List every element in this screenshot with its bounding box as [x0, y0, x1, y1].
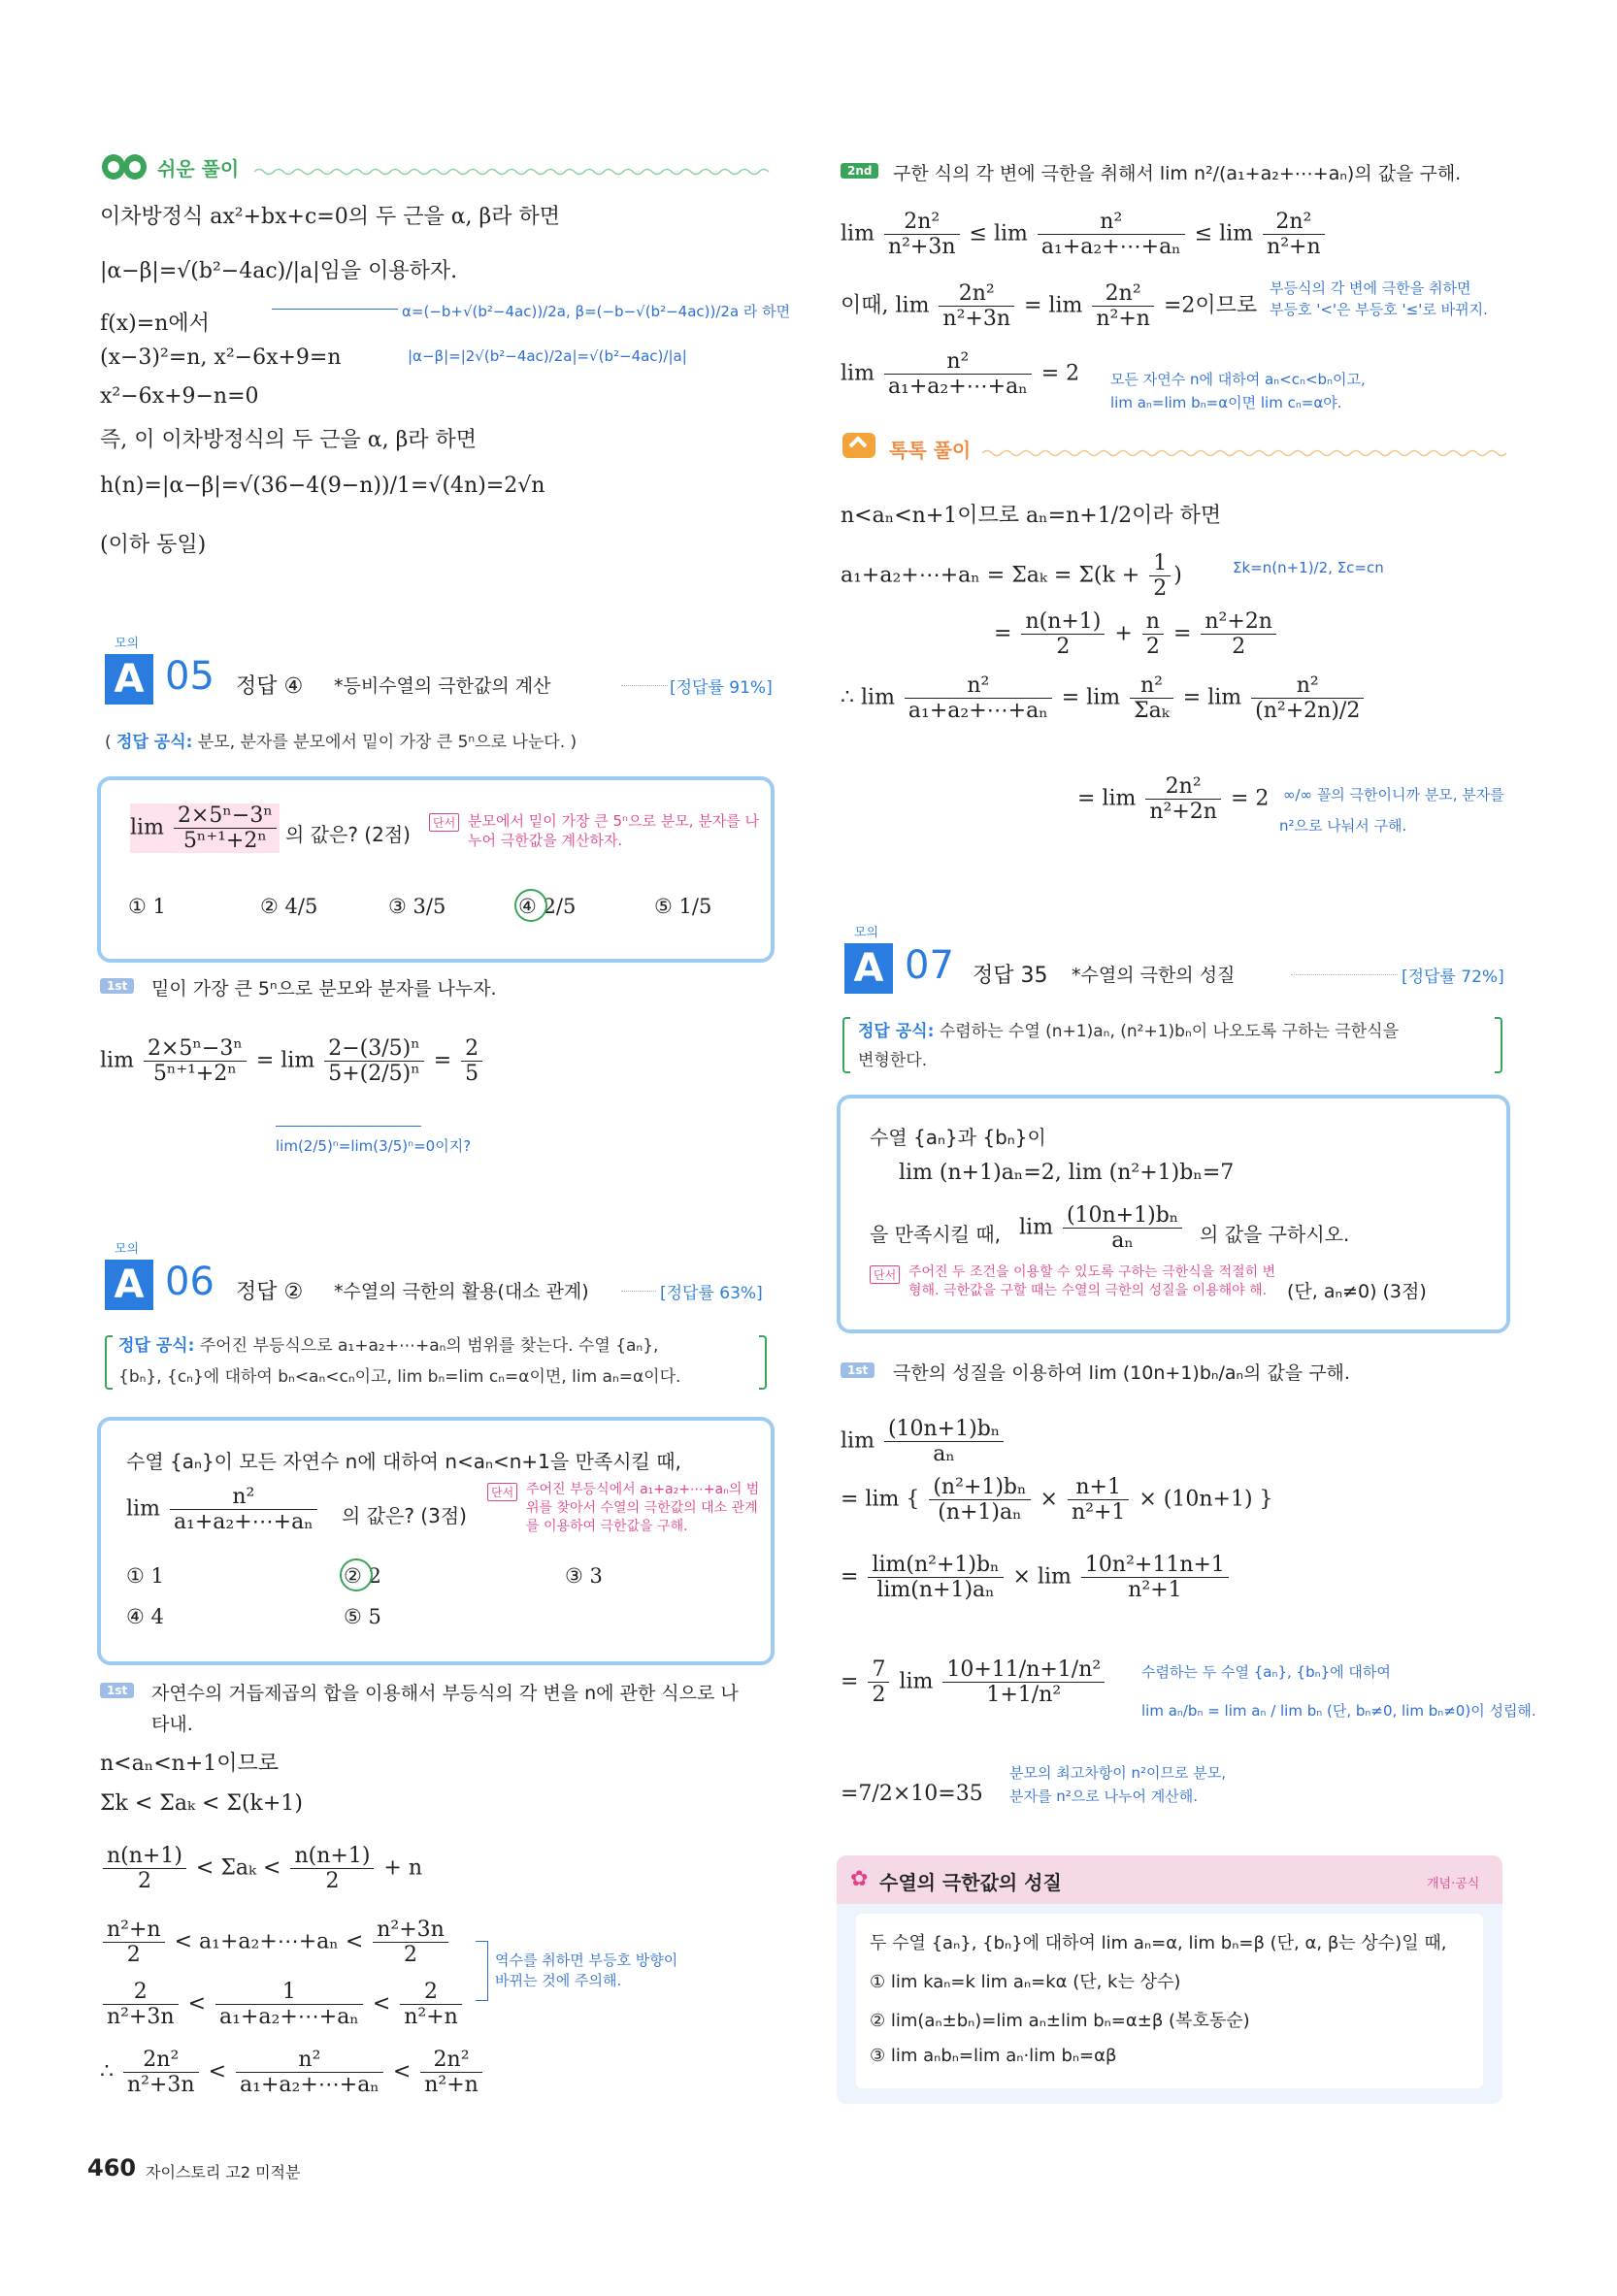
easy-line-5: x²−6x+9−n=0 [100, 384, 259, 409]
q06-sol-line-4: $\frac{\text{n²+n}}{2}$ < a₁+a₂+⋯+aₙ < $\frac{\text{n²+3n}}{2}$ [100, 1918, 451, 1967]
q05-solution: lim $\frac{\text{2×5ⁿ−3ⁿ}}{\text{5ⁿ⁺¹+2ⁿ}}$ = lim $\frac{\text{2−(3/5)ⁿ}}{\text{5+(2/5)ⁿ}}$ = $\frac{2}{5}$ [100, 1036, 485, 1086]
q07-sol-line-2: = lim { $\frac{\text{(n²+1)bₙ}}{\text{(n+1)aₙ}}$ × $\frac{n+1}{\text{n²+1}}$ × (10n+1) } [841, 1475, 1273, 1525]
q07-step-badge: 1st [841, 1362, 874, 1378]
q05-choice-1[interactable]: ① 1 [128, 895, 166, 918]
q06-choice-5[interactable]: ⑤ 5 [344, 1605, 381, 1628]
q07-ann-converge2: lim aₙ/bₙ = lim aₙ / lim bₙ (단, bₙ≠0, lim bₙ≠0)이 성립해. [1141, 1702, 1536, 1720]
q07-badge: A [844, 943, 893, 994]
q06-formula-label: 정답 공식: [118, 1336, 195, 1356]
q06-step-text2: 타내. [151, 1714, 193, 1735]
easy-line-1: 이차방정식 ax²+bx+c=0의 두 근을 α, β라 하면 [100, 205, 561, 229]
q06-choice-3[interactable]: ③ 3 [565, 1564, 603, 1588]
q06-step2-ineq: lim $\frac{\text{2n²}}{\text{n²+3n}}$ ≤ lim $\frac{\text{n²}}{\text{a₁+a₂+⋯+aₙ}}$ ≤ lim $\frac{\text{2n²}}{\text{n²+n}}$ [841, 210, 1328, 259]
page-number: 460 [87, 2154, 137, 2181]
concept-line-4: ③ lim aₙbₙ=lim aₙ·lim bₙ=αβ [870, 2046, 1117, 2066]
q05-formula-text: 분모, 분자를 분모에서 밑이 가장 큰 5ⁿ으로 나눈다. [197, 733, 566, 752]
q06-dots [621, 1291, 656, 1292]
q07-sol-final: =7/2×10=35 [841, 1782, 983, 1806]
q06-formula-line2: {bₙ}, {cₙ}에 대하여 bₙ<aₙ<cₙ이고, lim bₙ=lim cₙ=α이면, lim aₙ=α이다. [118, 1367, 681, 1387]
q07-formula-bracket-right [1495, 1017, 1502, 1073]
q05-note: lim(2/5)ⁿ=lim(3/5)ⁿ=0이지? [276, 1137, 472, 1155]
tok-line-5: = lim $\frac{\text{2n²}}{\text{n²+2n}}$ = 2 [1077, 774, 1270, 824]
concept-badge: 개념·공식 [1427, 1877, 1480, 1891]
q06-step-badge: 1st [100, 1683, 134, 1698]
q06-sol-line-2: Σk < Σaₖ < Σ(k+1) [100, 1791, 303, 1816]
q05-hint: 분모에서 밑이 가장 큰 5ⁿ으로 분모, 분자를 나누어 극한값을 계산하자. [468, 812, 759, 849]
q07-question-text1: 수열 {aₙ}과 {bₙ}이 [870, 1126, 1046, 1149]
q05-choice-3[interactable]: ③ 3/5 [388, 895, 446, 918]
q06-answer: 정답 ② [236, 1280, 304, 1304]
concept-title: 수열의 극한값의 성질 [879, 1871, 1062, 1894]
easy-line-7: h(n)=|α−β|=√(36−4(9−n))/1=√(4n)=2√n [100, 474, 545, 498]
q05-limit-expr: lim $\frac{\text{2×5ⁿ−3ⁿ}}{\text{5ⁿ⁺¹+2ⁿ}}$ [130, 804, 280, 853]
q05-topic: *등비수열의 극한값의 계산 [334, 675, 551, 697]
q06-sol-line-5: $\frac{2}{\text{n²+3n}}$ < $\frac{1}{\text{a₁+a₂+⋯+aₙ}}$ < $\frac{2}{\text{n²+n}}$ [100, 1980, 465, 2029]
q06-ann-ineq1: 부등식의 각 변에 극한을 취하면 [1270, 279, 1471, 297]
q06-formula-text1: 주어진 부등식으로 a₁+a₂+⋯+aₙ의 범위를 찾는다. 수열 {aₙ}, [199, 1336, 659, 1356]
easy-line-3: f(x)=n에서 [100, 312, 210, 336]
tok-solution-title: 톡톡 풀이 [889, 439, 972, 462]
flower-icon: ✿ [850, 1867, 869, 1891]
q05-dots [621, 685, 668, 686]
q07-dots [1291, 974, 1398, 975]
q07-answer: 정답 35 [973, 964, 1048, 988]
q06-question-text2: 의 값은? (3점) [342, 1504, 467, 1527]
q06-ann-squeeze1: 모든 자연수 n에 대하여 aₙ<cₙ<bₙ이고, [1110, 371, 1366, 388]
q07-step-text: 극한의 성질을 이용하여 lim (10n+1)bₙ/aₙ의 값을 구해. [893, 1362, 1350, 1384]
q06-badge: A [105, 1260, 153, 1310]
q06-ann-ineq2: 부등호 '<'은 부등호 '≤'로 바뀌지. [1270, 301, 1488, 318]
q06-number: 06 [165, 1260, 214, 1304]
q06-choice-4[interactable]: ④ 4 [126, 1605, 164, 1628]
easy-line-2: |α−β|=√(b²−4ac)/|a|임을 이용하자. [100, 259, 458, 283]
q06-formula-bracket-right [759, 1335, 767, 1390]
q06-note: 역수를 취하면 부등호 방향이 바뀌는 것에 주의해. [495, 1952, 678, 1989]
easy-line-8: (이하 동일) [100, 533, 207, 557]
q07-limit-expr: lim $\frac{\text{(10n+1)bₙ}}{\text{aₙ}}$ [1019, 1203, 1185, 1253]
q05-choice-4[interactable]: ④ 2/5 [518, 895, 577, 918]
easy-solution-icon [100, 151, 148, 182]
q07-topic: *수열의 극한의 성질 [1072, 965, 1236, 986]
q07-formula-label: 정답 공식: [858, 1022, 935, 1041]
q06-correct-mark [340, 1558, 373, 1591]
concept-line-2: ① lim kaₙ=k lim aₙ=kα (단, k는 상수) [870, 1972, 1181, 1992]
q06-formula-line1 [118, 1331, 658, 1356]
easy-ann-arrow [272, 309, 398, 310]
easy-annotation-diff: |α−β|=|2√(b²−4ac)/2a|=√(b²−4ac)/|a| [408, 347, 687, 365]
q06-hint: 주어진 부등식에서 a₁+a₂+⋯+aₙ의 범위를 찾아서 수열의 극한값의 대소 관계를 이용하여 극한값을 구해. [526, 1482, 760, 1534]
q05-hint-tag: 단서 [429, 813, 459, 832]
q06-step-text1: 자연수의 거듭제곱의 합을 이용해서 부등식의 각 변을 n에 관한 식으로 나 [151, 1683, 739, 1704]
q06-step2-result: lim $\frac{\text{n²}}{\text{a₁+a₂+⋯+aₙ}}$ = 2 [841, 349, 1080, 399]
q05-question-box [97, 776, 775, 963]
book-title: 자이스토리 고2 미적분 [146, 2163, 301, 2181]
q06-sol-line-3: $\frac{n(n+1)}{2}$ < Σaₖ < $\frac{n(n+1)}{2}$ + n [100, 1844, 422, 1893]
q05-badge: A [105, 654, 153, 705]
q07-ann-converge1: 수렴하는 두 수열 {aₙ}, {bₙ}에 대하여 [1141, 1663, 1391, 1681]
q06-then-word: 이때, [841, 293, 889, 318]
q06-note-bracket [476, 1941, 488, 2001]
concept-line-1: 두 수열 {aₙ}, {bₙ}에 대하여 lim aₙ=α, lim bₙ=β (단, α, β는 상수)일 때, [870, 1933, 1447, 1953]
q05-rate: [정답률 91%] [670, 678, 773, 698]
q07-formula-bracket-left [842, 1017, 850, 1073]
q06-label: 모의 [115, 1242, 140, 1257]
q06-sol-line-6: ∴ $\frac{\text{2n²}}{\text{n²+3n}}$ < $\frac{\text{n²}}{\text{a₁+a₂+⋯+aₙ}}$ < $\frac{\text{2n²}}{\text{n²+n}}$ [100, 2048, 485, 2097]
tok-line-1: n<aₙ<n+1이므로 aₙ=n+1/2이라 하면 [841, 504, 1222, 528]
q06-formula-bracket-left [105, 1335, 113, 1390]
q05-note-underline [276, 1126, 421, 1127]
concept-body [856, 1914, 1483, 2088]
tok-wavy-divider [982, 448, 1511, 458]
q05-formula: ( 정답 공식: 분모, 분자를 분모에서 밑이 가장 큰 5ⁿ으로 나눈다. ) [105, 733, 578, 752]
tok-line-3: = $\frac{n(n+1)}{2}$ + $\frac{n}{2}$ = $\frac{\text{n²+2n}}{2}$ [994, 609, 1279, 659]
q07-sol-line-1: lim $\frac{\text{(10n+1)bₙ}}{\text{aₙ}}$ [841, 1417, 1006, 1466]
q06-choice-1[interactable]: ① 1 [126, 1564, 164, 1588]
q05-step-badge: 1st [100, 978, 134, 994]
tok-annotation-sum: Σk=n(n+1)/2, Σc=cn [1233, 559, 1384, 576]
tok-ann2a: 꼴의 극한이니까 분모, 분자를 [1316, 786, 1504, 804]
q07-hint-tag: 단서 [870, 1265, 900, 1284]
q06-rate: [정답률 63%] [660, 1284, 763, 1303]
q07-question-box [837, 1095, 1510, 1333]
tok-line-2: a₁+a₂+⋯+aₙ = Σaₖ = Σ(k + $\frac{1}{2}$ ) [841, 551, 1182, 601]
q06-step2-then: 이때, lim $\frac{\text{2n²}}{\text{n²+3n}}$ = lim $\frac{\text{2n²}}{\text{n²+n}}$ =2이므로 [841, 281, 1258, 331]
q06-question-text1: 수열 {aₙ}이 모든 자연수 n에 대하여 n<aₙ<n+1을 만족시킬 때, [126, 1450, 681, 1473]
easy-solution-title: 쉬운 풀이 [157, 157, 240, 180]
tok-line-4: ∴ lim $\frac{\text{n²}}{\text{a₁+a₂+⋯+aₙ}}$ = lim $\frac{\text{n²}}{\text{Σaₖ}}$ = lim $\frac{\text{n²}}{\text{(n²+2n)/2}}$ [841, 673, 1367, 723]
easy-line-6: 즉, 이 이차방정식의 두 근을 α, β라 하면 [100, 428, 478, 452]
q05-question-text: 의 값은? (2점) [285, 823, 411, 846]
q07-sol-line-4: = $\frac{7}{2}$ lim $\frac{\text{10+11/n+1/n²}}{\text{1+1/n²}}$ [841, 1657, 1107, 1707]
q05-answer: 정답 ④ [236, 674, 304, 699]
q06-ann-squeeze2: lim aₙ=lim bₙ=α이면 lim cₙ=α야. [1110, 394, 1342, 411]
concept-box [837, 1855, 1502, 2104]
q06-then-end: =2이므로 [1163, 293, 1258, 318]
q07-formula-line1 [858, 1017, 1399, 1041]
q06-step2-text: 구한 식의 각 변에 극한을 취해서 lim n²/(a₁+a₂+⋯+aₙ)의 값을 구해. [893, 163, 1462, 184]
q07-question-text2: lim (n+1)aₙ=2, lim (n²+1)bₙ=7 [899, 1161, 1235, 1185]
q05-label: 모의 [115, 637, 140, 651]
easy-annotation-roots: α=(−b+√(b²−4ac))/2a, β=(−b−√(b²−4ac))/2a 라 하면 [402, 303, 791, 320]
wavy-divider [254, 167, 774, 177]
q07-rate: [정답률 72%] [1402, 968, 1504, 987]
q05-choice-2[interactable]: ② 4/5 [260, 895, 318, 918]
easy-line-4: (x−3)²=n, x²−6x+9=n [100, 345, 342, 370]
q06-sol-line-1: n<aₙ<n+1이므로 [100, 1752, 280, 1776]
q07-formula-text1: 수렴하는 수열 (n+1)aₙ, (n²+1)bₙ이 나오도록 구하는 극한식을 [939, 1022, 1400, 1041]
q07-sol-line-3: = $\frac{\text{lim(n²+1)bₙ}}{\text{lim(n+1)aₙ}}$ × lim $\frac{\text{10n²+11n+1}}{\text{n²+1}}$ [841, 1553, 1232, 1602]
q06-step2-badge: 2nd [841, 163, 878, 179]
tok-solution-icon [841, 427, 879, 462]
concept-line-3: ② lim(aₙ±bₙ)=lim aₙ±lim bₙ=α±β (복호동순) [870, 2011, 1250, 2031]
q07-ann-degree2: 분자를 n²으로 나누어 계산해. [1009, 1788, 1198, 1805]
q07-question-text3: 을 만족시킬 때, [870, 1223, 1001, 1246]
q07-hint: 주어진 두 조건을 이용할 수 있도록 구하는 극한식을 적절히 변형해. 극한값을 구할 때는 수열의 극한의 성질을 이용해야 해. [908, 1264, 1276, 1298]
q07-number: 07 [905, 943, 954, 988]
q06-question-box [97, 1417, 775, 1665]
q06-topic: *수열의 극한의 활용(대소 관계) [334, 1281, 589, 1302]
tok-annotation-inf1: ∞/∞ 꼴의 극한이니까 분모, 분자를 [1283, 786, 1504, 804]
q05-correct-mark [514, 889, 547, 922]
q05-number: 05 [165, 654, 214, 699]
tok-annotation-inf2: n²으로 나눠서 구해. [1279, 817, 1407, 835]
q07-ann-degree1: 분모의 최고차항이 n²이므로 분모, [1009, 1764, 1226, 1782]
q07-label: 모의 [854, 926, 879, 940]
q07-question-text4: 의 값을 구하시오. [1200, 1223, 1350, 1246]
q06-hint-tag: 단서 [487, 1483, 517, 1501]
q06-limit-expr: lim $\frac{\text{n²}}{\text{a₁+a₂+⋯+aₙ}}$ [126, 1485, 320, 1534]
q05-formula-label: 정답 공식: [116, 733, 193, 752]
q05-choice-5[interactable]: ⑤ 1/5 [654, 895, 712, 918]
q07-condition: (단, aₙ≠0) (3점) [1287, 1281, 1427, 1302]
q06-choice-2[interactable]: ② 2 [344, 1564, 381, 1588]
q07-formula-line2: 변형한다. [858, 1051, 928, 1070]
q05-step-text: 밑이 가장 큰 5ⁿ으로 분모와 분자를 나누자. [151, 978, 497, 1000]
